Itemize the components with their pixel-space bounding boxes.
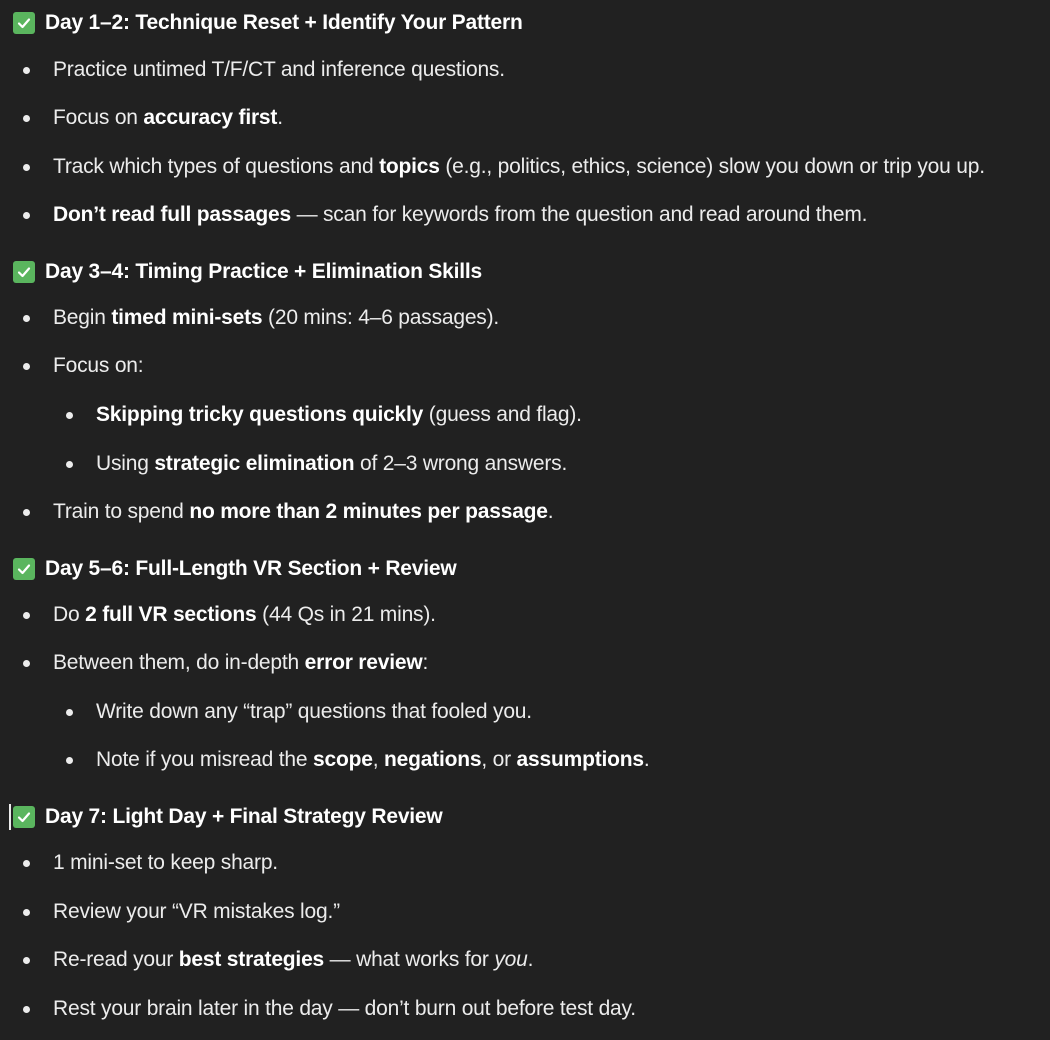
list-item: Focus on: (53, 353, 143, 379)
bullet (23, 212, 30, 219)
bullet (23, 957, 30, 964)
section-heading-day-3-4 (13, 259, 482, 285)
bullet (23, 164, 30, 171)
bullet (23, 660, 30, 667)
section-title: Day 1–2: Technique Reset + Identify Your Pattern (45, 11, 523, 34)
bullet (23, 67, 30, 74)
bullet (66, 461, 73, 468)
bullet (23, 860, 30, 867)
list-item: Practice untimed T/F/CT and inference questions. (53, 57, 505, 83)
bullet (23, 115, 30, 122)
text-cursor (9, 804, 11, 830)
bullet (23, 612, 30, 619)
section-heading-day-7 (13, 804, 443, 830)
bullet (66, 757, 73, 764)
bullet (23, 909, 30, 916)
sub-list-item: Using strategic elimination of 2–3 wrong answers. (96, 451, 567, 477)
bullet (23, 509, 30, 516)
sub-list-item: Note if you misread the scope, negations, or assumptions. (96, 747, 650, 773)
list-item: Between them, do in-depth error review: (53, 650, 428, 676)
list-item: Re-read your best strategies — what works for you. (53, 947, 533, 973)
bullet (23, 1006, 30, 1013)
section-heading-day-5-6 (13, 556, 457, 582)
section-heading-day-1-2 (13, 10, 523, 36)
check-mark-icon (13, 558, 35, 580)
check-mark-icon (13, 12, 35, 34)
list-item: 1 mini-set to keep sharp. (53, 850, 278, 876)
list-item: Rest your brain later in the day — don’t burn out before test day. (53, 996, 636, 1022)
list-item: Review your “VR mistakes log.” (53, 899, 340, 925)
bullet (23, 315, 30, 322)
check-mark-icon (13, 806, 35, 828)
bullet (23, 363, 30, 370)
list-item: Train to spend no more than 2 minutes per passage. (53, 499, 553, 525)
bullet (66, 412, 73, 419)
section-title: Day 5–6: Full-Length VR Section + Review (45, 557, 457, 580)
sub-list-item: Skipping tricky questions quickly (guess and flag). (96, 402, 582, 428)
section-title: Day 3–4: Timing Practice + Elimination Skills (45, 260, 483, 283)
list-item: Do 2 full VR sections (44 Qs in 21 mins). (53, 602, 436, 628)
bullet (66, 709, 73, 716)
check-mark-icon (13, 261, 35, 283)
list-item: Focus on accuracy first. (53, 105, 283, 131)
sub-list-item: Write down any “trap” questions that fooled you. (96, 699, 532, 725)
list-item: Track which types of questions and topics (e.g., politics, ethics, science) slow you down or trip you up. (53, 154, 985, 180)
section-title: Day 7: Light Day + Final Strategy Review (45, 805, 443, 828)
list-item: Don’t read full passages — scan for keywords from the question and read around them. (53, 202, 867, 228)
list-item: Begin timed mini-sets (20 mins: 4–6 passages). (53, 305, 499, 331)
